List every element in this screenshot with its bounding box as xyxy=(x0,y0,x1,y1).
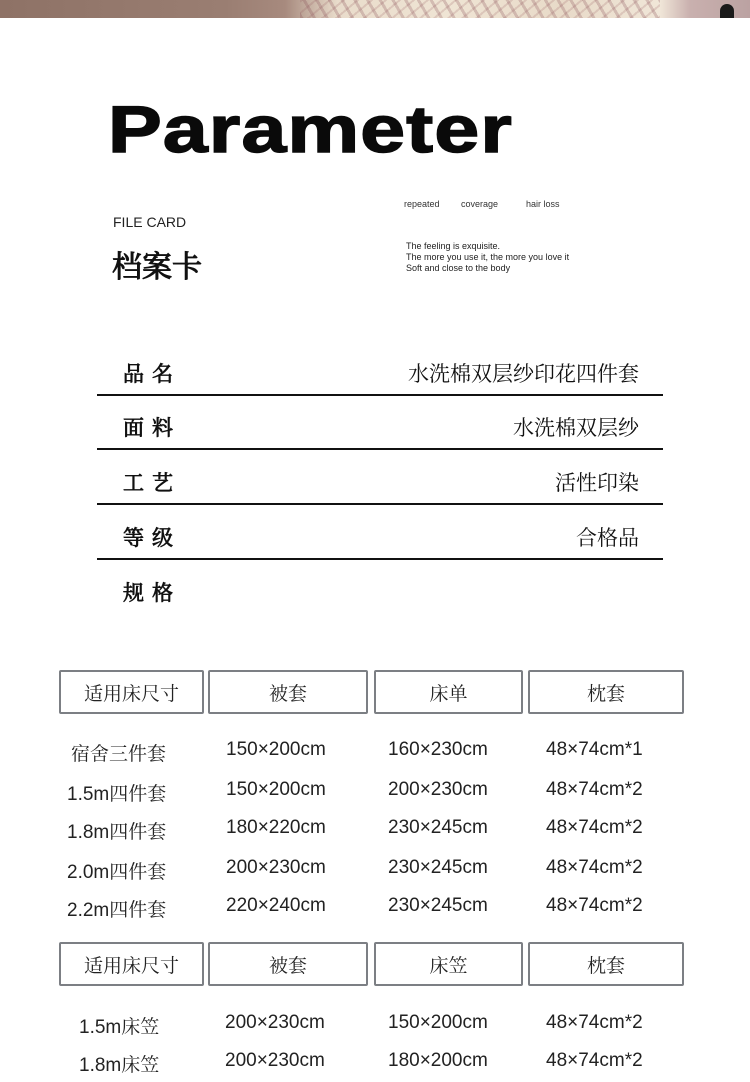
table-cell: 180×220cm xyxy=(226,817,326,838)
table1-header-sheet: 床单 xyxy=(374,670,523,714)
table-cell: 150×200cm xyxy=(226,779,326,800)
page-title: Parameter xyxy=(108,92,513,166)
table-cell: 48×74cm*2 xyxy=(546,779,643,800)
divider xyxy=(97,448,663,450)
table-cell: 230×245cm xyxy=(388,817,488,838)
table-cell: 150×200cm xyxy=(388,1012,488,1033)
table-cell: 150×200cm xyxy=(226,739,326,760)
table-cell: 200×230cm xyxy=(226,857,326,878)
table-cell: 宿舍三件套 xyxy=(71,744,167,765)
param-value: 水洗棉双层纱印花四件套 xyxy=(408,362,639,386)
table2-header-fitted-sheet: 床笠 xyxy=(374,942,523,986)
param-label: 工艺 xyxy=(123,471,181,495)
table-cell: 1.5m床笠 xyxy=(79,1017,160,1038)
table-cell: 48×74cm*2 xyxy=(546,817,643,838)
param-row-fabric xyxy=(97,408,663,448)
param-value: 活性印染 xyxy=(555,471,639,495)
divider xyxy=(97,558,663,560)
tag-repeated: repeated xyxy=(404,199,440,209)
tag-hair-loss: hair loss xyxy=(526,199,560,209)
param-label: 面料 xyxy=(123,416,181,440)
file-card-label-cn: 档案卡 xyxy=(112,250,202,285)
table-cell: 48×74cm*1 xyxy=(546,739,643,760)
decorative-object xyxy=(720,4,734,18)
table-cell: 200×230cm xyxy=(225,1050,325,1071)
param-row-product-name xyxy=(97,354,663,394)
divider xyxy=(97,503,663,505)
table-cell: 200×230cm xyxy=(225,1012,325,1033)
tagline-line: The feeling is exquisite. xyxy=(406,241,501,251)
table-cell: 1.5m四件套 xyxy=(67,784,167,805)
table-cell: 48×74cm*2 xyxy=(546,895,643,916)
param-row-spec xyxy=(97,573,663,613)
file-card-label-en: FILE CARD xyxy=(113,214,187,230)
param-row-craft xyxy=(97,463,663,503)
table-cell: 200×230cm xyxy=(388,779,488,800)
param-value: 合格品 xyxy=(576,526,639,550)
table2-header-duvet: 被套 xyxy=(208,942,368,986)
tagline-line: The more you use it, the more you love it xyxy=(406,252,570,262)
table-cell: 230×245cm xyxy=(388,895,488,916)
table1-header-bed-size: 适用床尺寸 xyxy=(59,670,204,714)
table-cell: 48×74cm*2 xyxy=(546,1050,643,1071)
table-cell: 48×74cm*2 xyxy=(546,857,643,878)
table-cell: 1.8m四件套 xyxy=(67,822,167,843)
table-cell: 1.8m床笠 xyxy=(79,1055,160,1076)
divider xyxy=(97,394,663,396)
table-cell: 2.0m四件套 xyxy=(67,862,167,883)
table-cell: 2.2m四件套 xyxy=(67,900,167,921)
param-label: 等级 xyxy=(123,526,181,550)
table-cell: 180×200cm xyxy=(388,1050,488,1071)
table2-header-bed-size: 适用床尺寸 xyxy=(59,942,204,986)
table1-header-pillowcase: 枕套 xyxy=(528,670,684,714)
table1-header-duvet: 被套 xyxy=(208,670,368,714)
table-cell: 48×74cm*2 xyxy=(546,1012,643,1033)
floral-fabric-pattern xyxy=(300,0,660,18)
tag-coverage: coverage xyxy=(461,199,499,209)
tagline xyxy=(406,241,569,274)
product-photo-strip xyxy=(0,0,750,18)
table-cell: 160×230cm xyxy=(388,739,488,760)
table-cell: 230×245cm xyxy=(388,857,488,878)
tagline-line: Soft and close to the body xyxy=(406,263,511,273)
param-row-grade xyxy=(97,518,663,558)
param-label: 品名 xyxy=(123,362,181,386)
param-label: 规格 xyxy=(123,581,181,605)
table2-header-pillowcase: 枕套 xyxy=(528,942,684,986)
table-cell: 220×240cm xyxy=(226,895,326,916)
param-value: 水洗棉双层纱 xyxy=(513,416,639,440)
